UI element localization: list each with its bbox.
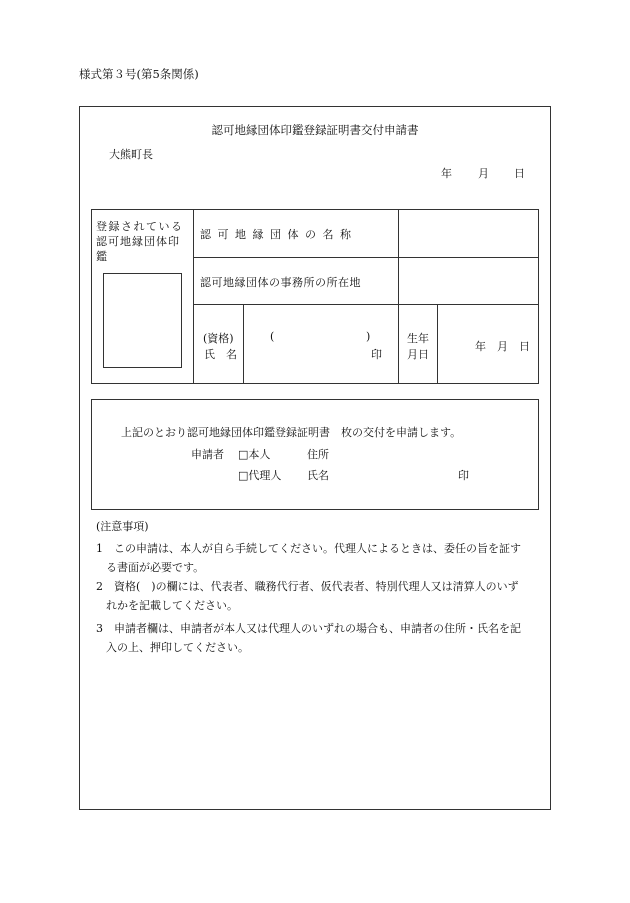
org-name-label: 認可地縁団体の名称 <box>200 228 358 241</box>
notes-heading: (注意事項) <box>96 520 149 533</box>
date-month: 月 <box>478 167 489 180</box>
note-3: 3 申請者欄は、申請者が本人又は代理人のいずれの場合も、申請者の住所・氏名を記 <box>96 622 521 635</box>
seal-mark: 印 <box>458 469 469 482</box>
birth-date-value[interactable]: 年 月 日 <box>475 340 530 353</box>
qualification-paren-open: ( <box>270 330 275 343</box>
note-3: 入の上、押印してください。 <box>106 641 249 654</box>
birth-label: 生年 <box>407 332 429 345</box>
date-year: 年 <box>441 167 452 180</box>
qualification-paren-close: ) <box>366 330 371 343</box>
seal-impression-box[interactable] <box>103 273 182 368</box>
agent-checkbox[interactable]: □代理人 <box>238 469 282 482</box>
note-1: る書面が必要です。 <box>106 561 205 574</box>
seal-label: 鑑 <box>96 250 107 263</box>
table-divider <box>193 209 194 384</box>
applicant-name-label: 氏名 <box>307 469 329 482</box>
date-day: 日 <box>514 167 525 180</box>
applicant-label: 申請者 <box>191 448 224 461</box>
form-title: 認可地縁団体印鑑登録証明書交付申請書 <box>211 123 419 137</box>
table-divider <box>243 304 244 384</box>
seal-label: 登録されている <box>96 220 184 233</box>
table-divider <box>398 304 399 384</box>
representative-field[interactable] <box>250 306 396 382</box>
self-checkbox[interactable]: □本人 <box>238 448 271 461</box>
representative-name-label: 氏 名 <box>204 348 237 361</box>
office-address-label: 認可地縁団体の事務所の所在地 <box>200 276 361 289</box>
org-name-field[interactable] <box>399 210 538 256</box>
qualification-label: (資格) <box>203 332 234 345</box>
seal-mark: 印 <box>371 348 382 361</box>
note-2: れかを記載してください。 <box>106 599 238 612</box>
addressee: 大熊町長 <box>109 148 153 161</box>
request-statement: 上記のとおり認可地縁団体印鑑登録証明書 枚の交付を申請します。 <box>121 426 462 439</box>
table-divider <box>437 304 438 384</box>
table-divider <box>193 304 539 305</box>
address-label: 住所 <box>307 448 329 461</box>
form-number: 様式第３号(第5条関係) <box>79 67 199 81</box>
birth-label: 月日 <box>407 348 429 361</box>
note-2: 2 資格( )の欄には、代表者、職務代行者、仮代表者、特別代理人又は清算人のいず <box>96 580 519 593</box>
seal-label: 認可地縁団体印 <box>96 235 180 248</box>
office-address-field[interactable] <box>399 258 538 303</box>
note-1: 1 この申請は、本人が自ら手続してください。代理人によるときは、委任の旨を証す <box>96 542 521 555</box>
